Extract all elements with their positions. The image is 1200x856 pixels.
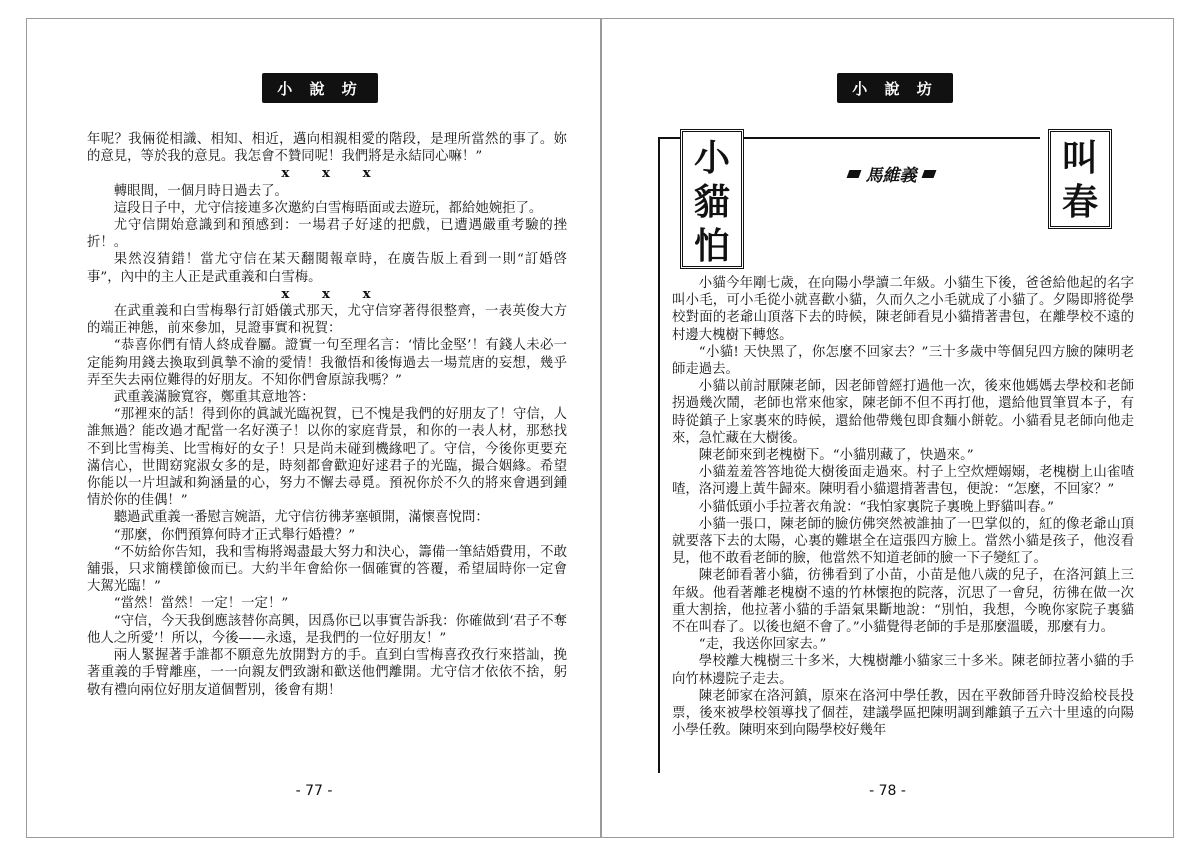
story-title-box-part2 (1048, 129, 1112, 229)
paragraph: 果然沒猜錯！當尤守信在某天翻閱報章時，在廣告版上看到一則“訂婚啓事”，內中的主人正是武重義和白雪梅。 (87, 252, 567, 285)
section-separator: x x x (281, 165, 385, 182)
paragraph: 尤守信開始意識到和預感到：一場君子好逑的把戲，已遭遇嚴重考驗的挫折！。 (87, 218, 567, 251)
right-page (601, 18, 1174, 838)
paragraph: 小貓以前討厭陳老師，因老師曾經打過他一次，後來他媽媽去學校和老師拐過幾次鬧，老師也常來他家，陳老師不但不再打他，還給他買筆買本子，有時從鎮子上家裏來的時候，還給他帶幾包即食麵小餅乾。小貓看見老師向他走來，急忙藏在大樹後。 (672, 379, 1134, 446)
paragraph: 陳老師家在洛河鎮，原來在洛河中學任教，因在平敎師晉升時沒給校長投票，後來被學校領導找了個茬，建議學區把陳明調到離鎮子五六十里遠的向陽小學任敎。陳明來到向陽學校好幾年 (672, 688, 1134, 739)
left-page (26, 18, 601, 838)
paragraph: “小貓! 天快黑了，你怎麼不回家去？”三十多歲中等個兒四方臉的陳明老師走過去。 (672, 344, 1134, 378)
paragraph: “走，我送你回家去。” (698, 637, 827, 653)
story-title-char: 叫 (1061, 137, 1098, 179)
paragraph: “那麼，你們預算何時才正式舉行婚禮？” (113, 527, 356, 543)
story-title-box-part1 (680, 129, 744, 269)
paragraph: 陳老師來到老槐樹下。“小貓別藏了，快過來。” (698, 448, 974, 464)
paragraph: 兩人緊握著手誰都不願意先放開對方的手。直到白雪梅喜孜孜行來搭訕，挽著重義的手臂離座，一一向親友們致謝和歡送他們離開。尤守信才依依不捨，躬敬有禮向兩位好朋友道個暫別，後會有期！ (87, 648, 567, 698)
right-page-header: 小 說 坊 (837, 73, 953, 103)
title-rule (658, 173, 660, 773)
paragraph: 陳老師看著小貓，彷彿看到了小苗，小苗是他八歲的兒子，在洛河鎮上三年級。他看著離老槐樹不遠的竹林懷抱的院落，沉思了一會兒，彷彿在做一次重大割捨，他拉著小貓的手語氣果斷地說：“別怕，我想，今晚你家院子裏貓不在叫春了。以後也絕不會了。”小貓覺得老師的手是那麼溫暖，那麼有力。 (672, 568, 1134, 636)
paragraph: “恭喜你們有情人終成眷屬。證實一句至理名言：‘情比金堅’！有錢人未必一定能夠用錢去換取到眞摯不渝的愛情！我徹悟和後悔過去一場荒唐的妄想，幾乎弄至失去兩位難得的好朋友。不知你們會原諒我嗎？” (87, 338, 567, 388)
story-title-char: 怕 (693, 225, 730, 267)
left-page-header: 小 說 坊 (262, 73, 378, 103)
story-title-char: 貓 (693, 181, 730, 223)
paragraph: 聽過武重義一番慰言婉語，尤守信彷彿茅塞頓開，滿懷喜悅問： (113, 510, 489, 526)
paragraph: 小貓一張口，陳老師的臉仿佛突然被誰抽了一巴掌似的，紅的像老爺山頂就要落下去的太陽，心裏的難堪全在這張四方臉上。當然小貓是孩子，他沒看見，他不敢看老師的臉，他當然不知道老師的臉一下子變紅了。 (672, 516, 1134, 567)
paragraph: 轉眼間，一個月時日過去了。 (113, 183, 288, 199)
paragraph: 在武重義和白雪梅舉行訂婚儀式那天，尤守信穿著得很整齊，一表英俊大方的端正神態，前來參加，見證事實和祝賀： (87, 304, 567, 337)
paragraph: 小貓今年剛七歲，在向陽小學讀二年級。小貓生下後，爸爸給他起的名字叫小毛，可小毛從小就喜歡小貓，久而久之小毛就成了小貓了。夕陽即將從學校對面的老爺山頂落下去的時候，陳老師看見小貓揹著書包，在離學校不遠的村邊大槐樹下轉悠。 (672, 276, 1134, 343)
right-page-number: - 78 - (869, 783, 906, 799)
author-mark-right (921, 170, 936, 178)
paragraph: “當然！當然！一定！一定！” (113, 596, 289, 612)
section-separator: x x x (281, 285, 385, 302)
paragraph: “那裡來的話！得到你的眞誠光臨祝賀，已不愧是我們的好朋友了！守信，人誰無過？能改過才配當一名好漢子！以你的家庭背景，和你的一表人材，那愁找不到比雪梅美、比雪梅好的女子！只是尚未碰到機緣吧了。守信，今後你更要充滿信心，世間窈窕淑女多的是，時刻都會歡迎好逑君子的光臨，撮合姻緣。希望你能以一片坦誠和夠涵量的心，努力不懈去尋覓。預祝你於不久的將來會遇到鍾情於你的佳偶！” (87, 407, 567, 509)
author-mark-left (846, 170, 861, 178)
paragraph: 小貓羞羞答答地從大樹後面走過來。村子上空炊煙嫋嫋，老槐樹上山雀喳喳，洛河邊上黃牛歸來。陳明看小貓還揹著書包，便說：“怎麼，不回家？” (672, 465, 1134, 498)
right-page-body (672, 275, 1134, 739)
left-page-number: - 77 - (295, 783, 333, 799)
left-page-body (87, 131, 567, 699)
story-title-char: 小 (693, 137, 730, 179)
paragraph: 武重義滿臉寬容，鄭重其意地答： (113, 390, 315, 406)
story-author (826, 161, 956, 186)
author-name: 馬維義 (865, 166, 917, 186)
paragraph: 學校離大槐樹三十多米，大槐樹離小貓家三十多米。陳老師拉著小貓的手向竹林邊院子走去。 (672, 654, 1134, 687)
paragraph: “守信，今天我倒應該替你高興，因爲你已以事實告訴我：你確做到‘君子不奪他人之所愛’！所以，今後——永遠，是我們的一位好朋友！” (87, 613, 567, 646)
paragraph: 這段日子中，尤守信接連多次邀約白雪梅晤面或去遊玩，都給她婉拒了。 (113, 200, 543, 216)
story-title-char: 春 (1061, 181, 1098, 223)
paragraph: “不妨給你告知，我和雪梅將竭盡最大努力和決心，籌備一筆結婚費用，不敢舖張，只求簡樸節儉而已。大約半年會給你一個確實的答覆，希望屆時你一定會大駕光臨！” (87, 544, 567, 595)
paragraph: 小貓低頭小手拉著衣角說：“我怕家裏院子裏晚上野貓叫春。” (698, 499, 1054, 515)
paragraph: 年呢？我倆從相識、相知、相近，邁向相親相愛的階段，是理所當然的事了。妳的意見，等於我的意見。我怎會不贊同呢！我們將是永結同心嘛！” (87, 132, 567, 165)
